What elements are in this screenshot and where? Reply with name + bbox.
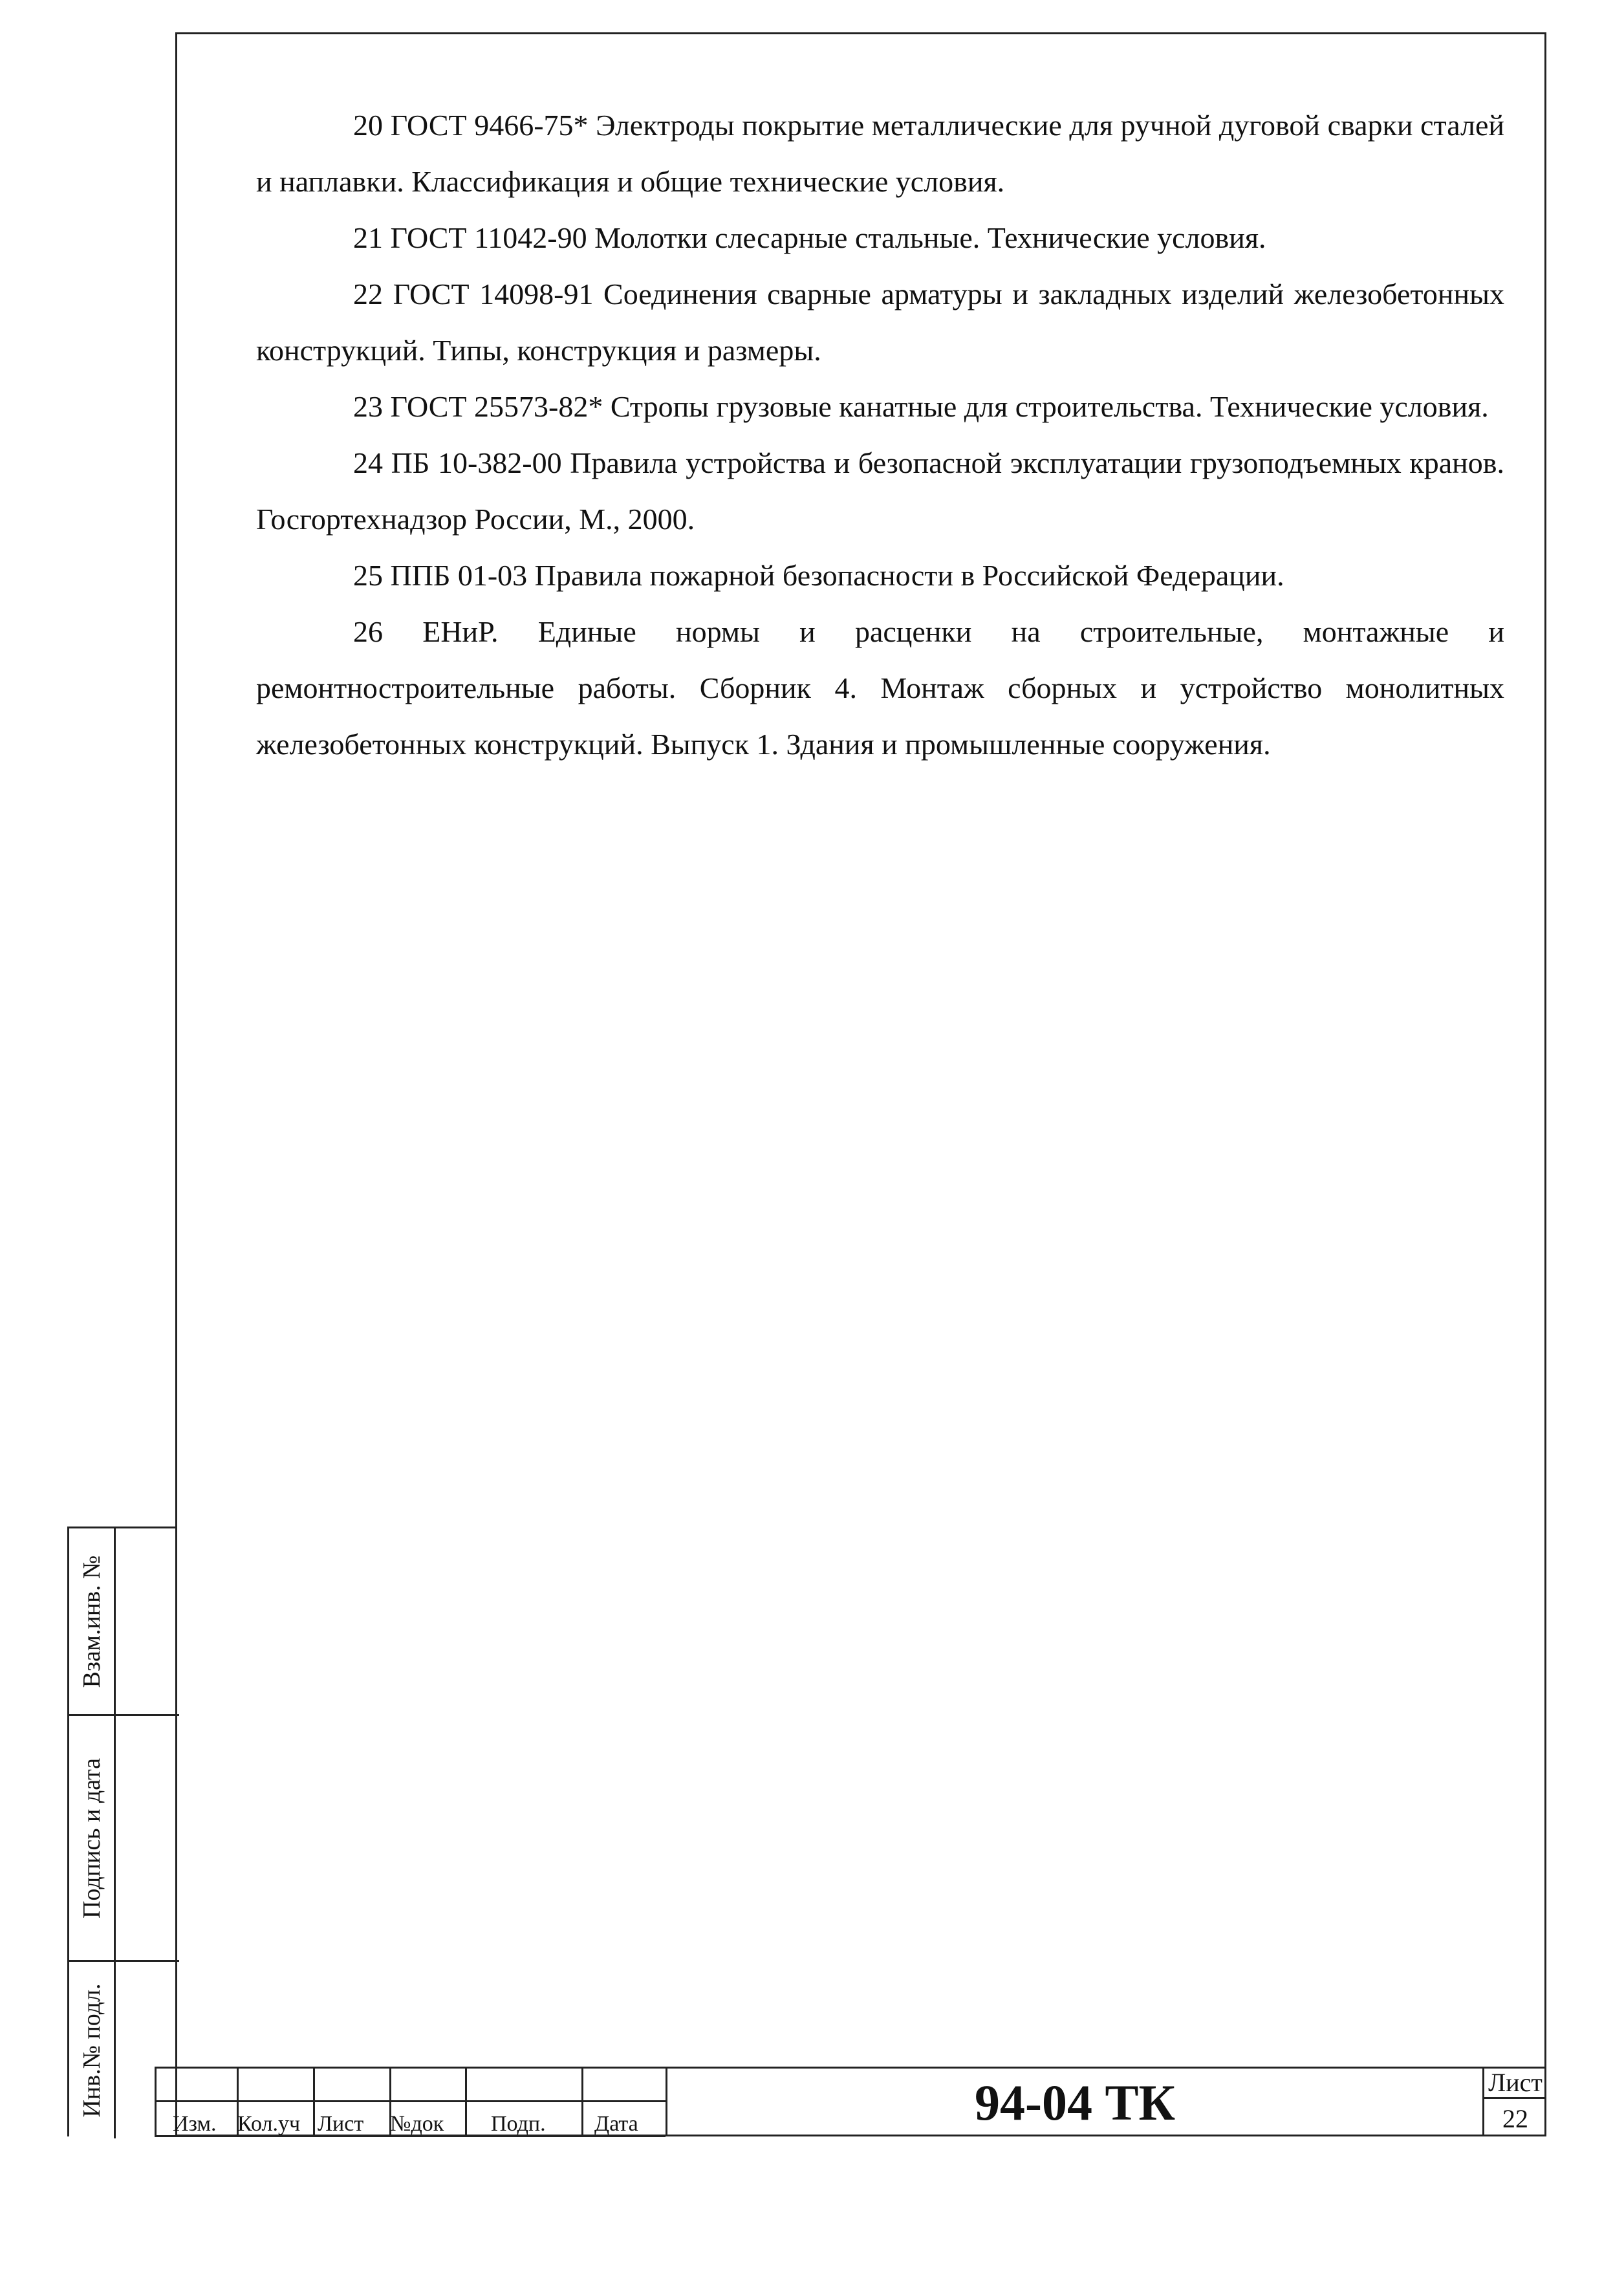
- side-label-podpis-data: Подпись и дата: [78, 1757, 105, 1918]
- reference-item: [256, 603, 1504, 772]
- reference-item: [256, 97, 1504, 210]
- reference-number: 24: [353, 446, 383, 479]
- title-block: [155, 2067, 1546, 2136]
- reference-number: 23: [353, 390, 383, 423]
- revision-table: [155, 2067, 666, 2136]
- reference-item: [256, 210, 1504, 266]
- reference-number: 22: [353, 277, 383, 310]
- reference-item: [256, 547, 1504, 603]
- sheet-label: Лист: [1484, 2069, 1546, 2099]
- reference-number: 25: [353, 559, 383, 592]
- reference-item: [256, 378, 1504, 435]
- reference-text: ПБ 10-382-00 Правила устройства и безопасной эксплуатации грузоподъемных кранов. Госгортехнадзор России, М., 2000.: [256, 446, 1504, 536]
- col-podp-label: Подп.: [491, 2112, 546, 2136]
- side-stamp: [67, 1527, 177, 2136]
- side-cell-podpis-data: [69, 1716, 179, 1962]
- reference-number: 20: [353, 109, 383, 142]
- col-list-label: Лист: [318, 2112, 364, 2136]
- sheet-box: [1482, 2067, 1546, 2136]
- reference-text: ГОСТ 9466-75* Электроды покрытие металлические для ручной дуговой сварки сталей и наплавки. Классификация и общие технические условия.: [256, 109, 1504, 198]
- col-ndok-label: №док: [390, 2112, 444, 2136]
- side-cell-vzam-inv: [69, 1528, 179, 1716]
- document-code: 94-04 ТК: [666, 2067, 1482, 2136]
- side-label-inv-podl: Инв.№ подл.: [78, 1983, 105, 2118]
- sheet-number: 22: [1502, 2104, 1528, 2133]
- reference-item: [256, 266, 1504, 378]
- reference-number: 26: [353, 615, 383, 648]
- reference-text: ГОСТ 25573-82* Стропы грузовые канатные для строительства. Технические условия.: [390, 390, 1489, 423]
- col-kol-uch-label: Кол.уч: [237, 2112, 301, 2136]
- col-data-label: Дата: [594, 2112, 638, 2136]
- reference-text: ГОСТ 14098-91 Соединения сварные арматуры и закладных изделий железобетонных конструкций. Типы, конструкция и размеры.: [256, 277, 1504, 367]
- side-label-vzam-inv: Взам.инв. №: [78, 1555, 105, 1688]
- reference-number: 21: [353, 221, 383, 254]
- reference-text: ЕНиР. Единые нормы и расценки на строительные, монтажные и ремонтностроительные работы. Сборник 4. Монтаж сборных и устройство монолитных железобетонных конструкций. Выпуск 1. Здания и промышленные сооружения.: [256, 615, 1505, 761]
- references-list: [256, 97, 1504, 772]
- reference-text: ППБ 01-03 Правила пожарной безопасности в Российской Федерации.: [390, 559, 1284, 592]
- reference-text: ГОСТ 11042-90 Молотки слесарные стальные. Технические условия.: [390, 221, 1266, 254]
- reference-item: [256, 435, 1504, 547]
- col-izm-label: Изм.: [173, 2112, 217, 2136]
